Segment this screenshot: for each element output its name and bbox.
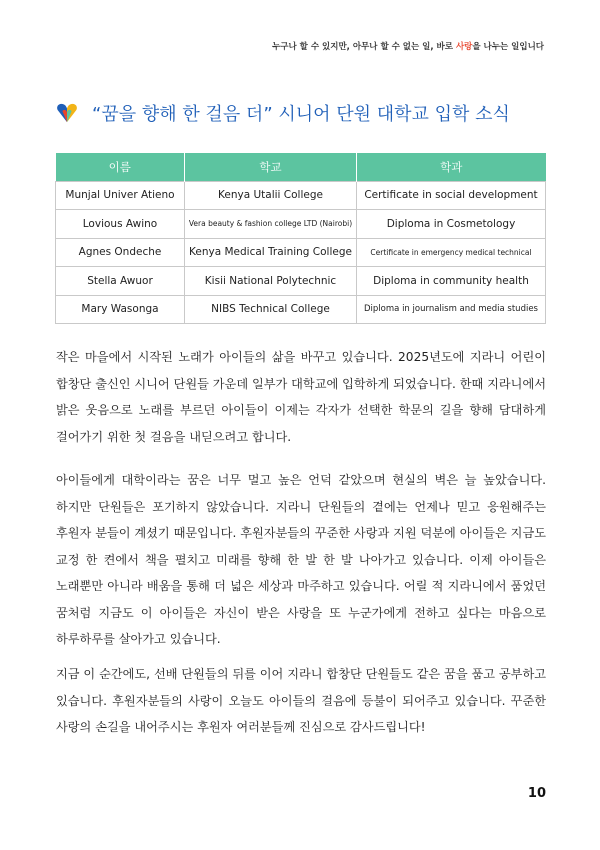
column-header-name: 이름 — [56, 153, 185, 181]
table-row — [56, 210, 546, 239]
cell-school: Vera beauty & fashion college LTD (Nairobi) — [185, 210, 357, 239]
body-paragraph-2: 아이들에게 대학이라는 꿈은 너무 멀고 높은 언덕 같았으며 현실의 벽은 늘 높았습니다. 하지만 단원들은 포기하지 않았습니다. 지라니 단원들의 곁에는 언제나 믿고 응원해주는 후원자 분들이 계셨기 때문입니다. 후원자분들의 꾸준한 사랑과 지원 덕분에 아이들은 지금도 교정 한 켠에서 책을 펼치고 미래를 향해 한 발 한 발 나아가고 있습니다. 이제 아이들은 노래뿐만 아니라 배움을 통해 더 넓은 세상과 마주하고 있습니다. 어릴 적 지라니에서 품었던 꿈처럼 지금도 이 아이들은 자신이 받은 사랑을 또 누군가에게 전하고 싶다는 마음으로 하루하루를 살아가고 있습니다. — [56, 473, 546, 646]
cell-school: NIBS Technical College — [185, 295, 357, 324]
header-tagline — [272, 40, 544, 52]
column-header-major: 학과 — [357, 153, 546, 181]
cell-name: Stella Awuor — [56, 267, 185, 296]
section-title-row — [56, 100, 510, 126]
tagline-text: 누구나 할 수 있지만, 아무나 할 수 없는 일, 바로 — [272, 42, 456, 52]
cell-name: Agnes Ondeche — [56, 238, 185, 267]
table-row — [56, 238, 546, 267]
cell-school: Kenya Utalii College — [185, 181, 357, 210]
body-paragraph-1: 작은 마을에서 시작된 노래가 아이들의 삶을 바꾸고 있습니다. 2025년도에 지라니 어린이 합창단 출신인 시니어 단원들 가운데 일부가 대학교에 입학하게 되었습니다. 한때 지라니에서 밝은 웃음으로 노래를 부르던 아이들이 이제는 각자가 선택한 학문의 길을 향해 담대하게 걸어가기 위한 첫 걸음을 내딛으려고 합니다. — [56, 350, 546, 444]
admission-table — [55, 153, 546, 324]
page-title: “꿈을 향해 한 걸음 더” 시니어 단원 대학교 입학 소식 — [92, 104, 510, 125]
tagline-highlight: 사랑 — [455, 42, 473, 52]
cell-name: Mary Wasonga — [56, 295, 185, 324]
body-paragraph-3: 지금 이 순간에도, 선배 단원들의 뒤를 이어 지라니 합창단 단원들도 같은 꿈을 품고 공부하고 있습니다. 후원자분들의 사랑이 오늘도 아이들의 걸음에 등불이 되어주고 있습니다. 꾸준한 사랑의 손길을 내어주시는 후원자 여러분들께 진심으로 감사드립니다! — [56, 667, 546, 734]
cell-name: Lovious Awino — [56, 210, 185, 239]
table-row — [56, 295, 546, 324]
cell-major: Diploma in journalism and media studies — [357, 295, 546, 324]
cell-major: Diploma in community health — [357, 267, 546, 296]
tagline-text-end: 을 나누는 일입니다 — [472, 42, 544, 52]
column-header-school: 학교 — [185, 153, 357, 181]
cell-major: Diploma in Cosmetology — [357, 210, 546, 239]
cell-school: Kenya Medical Training College — [185, 238, 357, 267]
cell-major: Certificate in social development — [357, 181, 546, 210]
cell-major: Certificate in emergency medical technical — [357, 238, 546, 267]
cell-name: Munjal Univer Atieno — [56, 181, 185, 210]
table-row — [56, 181, 546, 210]
page-number: 10 — [527, 786, 546, 801]
cell-school: Kisii National Polytechnic — [185, 267, 357, 296]
heart-logo-icon — [56, 102, 78, 124]
table-header-row — [56, 153, 546, 181]
table-row — [56, 267, 546, 296]
